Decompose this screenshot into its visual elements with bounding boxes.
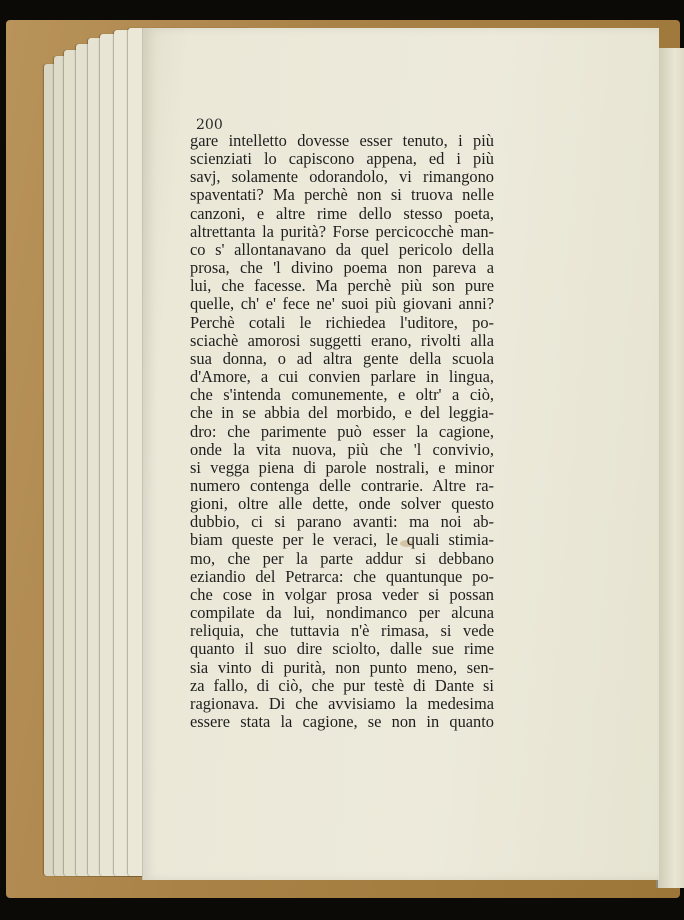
text-line: prosa, che 'l divino poema non pareva a	[190, 258, 494, 278]
text-line: lui, che facesse. Ma perchè più son pure	[190, 276, 494, 296]
text-line: dubbio, ci si parano avanti: ma noi ab-	[190, 512, 494, 532]
text-line: reliquia, che tuttavia n'è rimasa, si vede	[190, 621, 494, 641]
text-line: spaventati? Ma perchè non si truova nelle	[190, 185, 494, 205]
text-line: compilate da lui, nondimanco per alcuna	[190, 603, 494, 623]
text-line: canzoni, e altre rime dello stesso poeta,	[190, 203, 494, 223]
page-text	[190, 132, 494, 731]
text-line: si vegga piena di parole nostrali, e minor	[190, 457, 494, 477]
text-line: numero contenga delle contrarie. Altre ra-	[190, 475, 494, 495]
text-line: dro: che parimente può esser la cagione,	[190, 421, 494, 441]
facing-page-edge	[656, 48, 684, 888]
text-line: scienziati lo capiscono appena, ed i più	[190, 149, 494, 169]
text-line: za fallo, di ciò, che pur testè di Dante si	[190, 675, 494, 695]
text-line: che in se abbia del morbido, e del leggia-	[190, 403, 494, 423]
text-line: quanto il suo dire sciolto, dalle sue rime	[190, 639, 494, 659]
text-line: quelle, ch' e' fece ne' suoi più giovani anni?	[190, 294, 494, 314]
text-line: Perchè cotali le richiedea l'uditore, po-	[190, 312, 494, 332]
text-line: co s' allontanavano da quel pericolo della	[190, 239, 494, 259]
text-line: savj, solamente odorandolo, vi rimangono	[190, 167, 494, 187]
text-line: essere stata la cagione, se non in quanto	[190, 712, 494, 731]
text-line: altrettanta la purità? Forse percicocchè man-	[190, 221, 494, 241]
text-line: sia vinto di purità, non punto meno, sen-	[190, 657, 494, 677]
text-line: mo, che per la parte addur si debbano	[190, 548, 494, 568]
text-line: gare intelletto dovesse esser tenuto, i più	[190, 131, 494, 150]
text-line: che s'intenda comunemente, e oltr' a ciò,	[190, 385, 494, 405]
text-line: ragionava. Di che avvisiamo la medesima	[190, 693, 494, 713]
text-line: eziandio del Petrarca: che quantunque po-	[190, 566, 494, 586]
text-line: sua donna, o ad altra gente della scuola	[190, 348, 494, 368]
text-line: sciachè amorosi suggetti erano, rivolti alla	[190, 330, 494, 350]
text-line: gioni, oltre alle dette, onde solver questo	[190, 494, 494, 514]
text-line: onde la vita nuova, più che 'l convivio,	[190, 439, 494, 459]
text-line: d'Amore, a cui convien parlare in lingua,	[190, 367, 494, 387]
page-number: 200	[196, 117, 223, 133]
text-line: biam queste per le veraci, le quali stimia-	[190, 530, 494, 550]
text-line: che cose in volgar prosa veder si possan	[190, 584, 494, 604]
